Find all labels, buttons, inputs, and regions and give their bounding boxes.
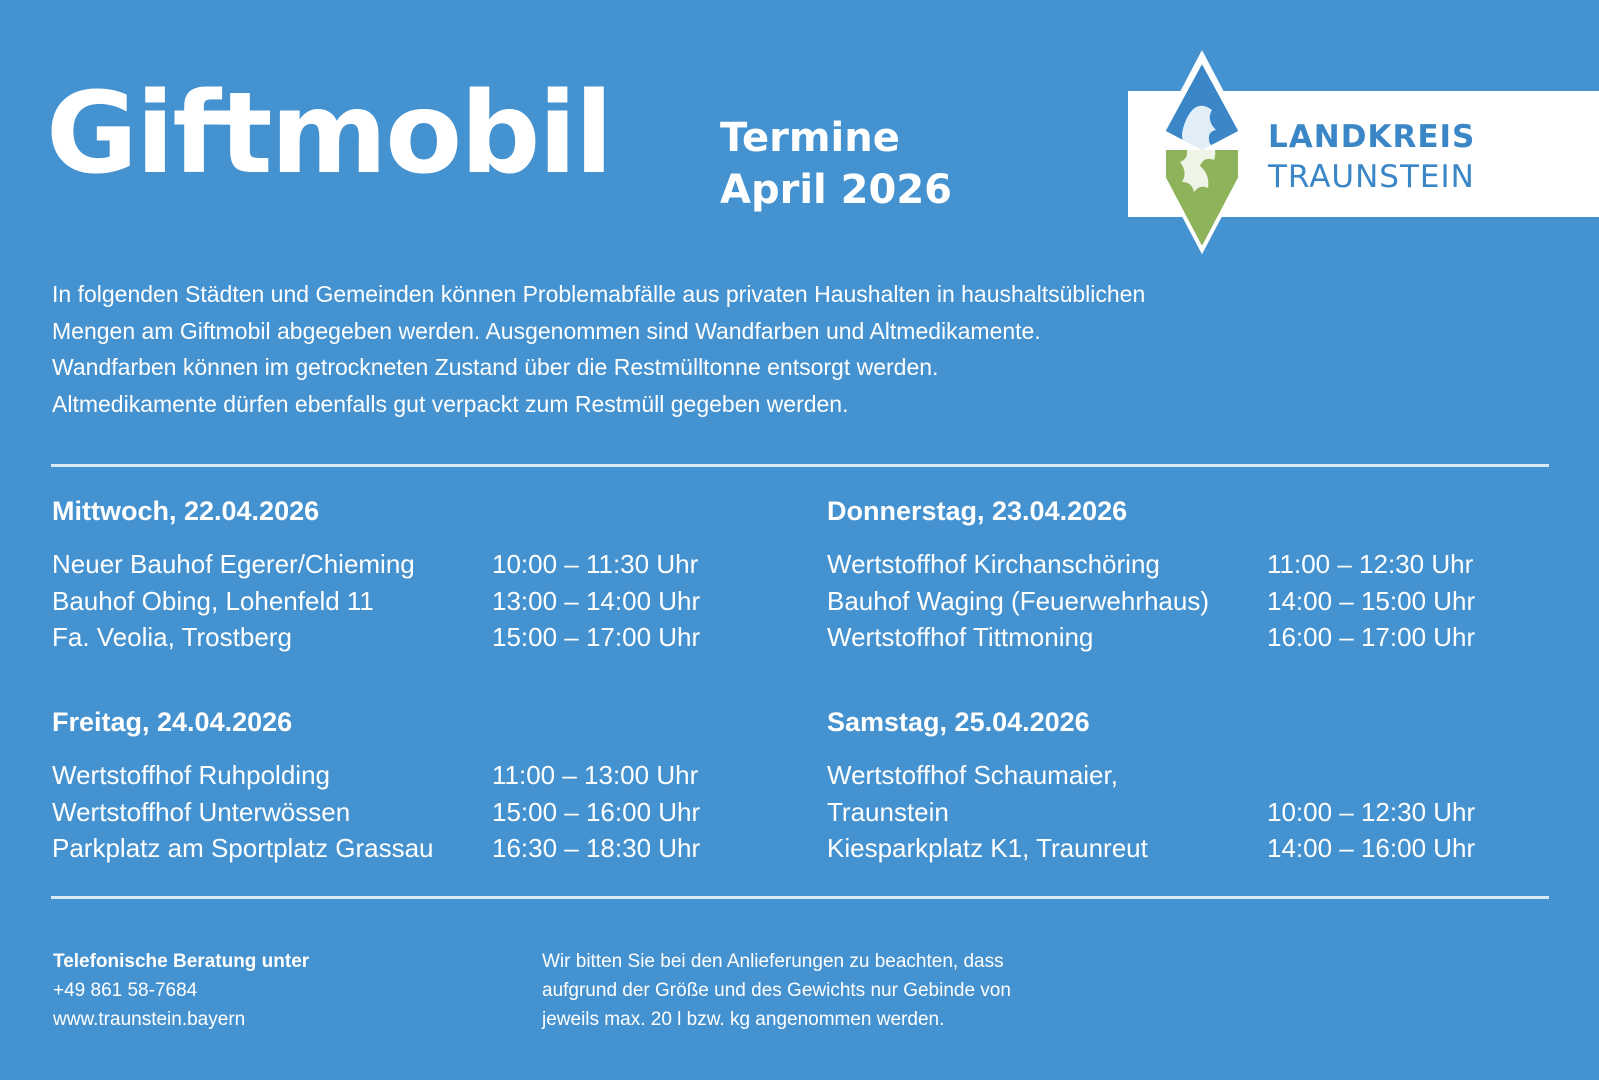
schedule-row: [827, 619, 1547, 656]
subtitle-termine: Termine: [720, 115, 900, 161]
schedule-row: [827, 583, 1547, 620]
location: Traunstein: [827, 796, 949, 827]
time: 11:00 – 12:30 Uhr: [1267, 549, 1474, 579]
contact-website: www.traunstein.bayern: [53, 1009, 246, 1030]
location: Neuer Bauhof Egerer/Chieming: [52, 549, 415, 579]
schedule-row: [827, 546, 1547, 583]
note-line: Wir bitten Sie bei den Anlieferungen zu beachten, dass: [542, 951, 1004, 972]
schedule-row: [827, 757, 1547, 794]
schedule-row: [52, 546, 772, 583]
schedule-row: [827, 794, 1547, 831]
contact-block: [53, 947, 309, 1034]
schedule-row: [52, 830, 772, 867]
page-subtitle: [720, 112, 952, 216]
day-block-saturday: [827, 705, 1547, 867]
location: Wertstoffhof Tittmoning: [827, 622, 1094, 652]
schedule-row: [52, 794, 772, 831]
day-title: Donnerstag, 23.04.2026: [827, 496, 1128, 526]
location: Bauhof Waging (Feuerwehrhaus): [827, 585, 1210, 616]
time: 15:00 – 16:00 Uhr: [492, 796, 701, 827]
day-block-friday: [52, 705, 772, 867]
location: Bauhof Obing, Lohenfeld 11: [52, 585, 374, 616]
location: Wertstoffhof Unterwössen: [52, 796, 351, 827]
time: [1267, 757, 1527, 794]
note-line: jeweils max. 20 l bzw. kg angenommen werden.: [542, 1009, 945, 1030]
time: 11:00 – 13:00 Uhr: [492, 760, 699, 790]
time: 15:00 – 17:00 Uhr: [492, 622, 701, 652]
time: 10:00 – 11:30 Uhr: [492, 549, 699, 579]
day-title: Mittwoch, 22.04.2026: [52, 496, 320, 526]
time: 16:00 – 17:00 Uhr: [1267, 622, 1476, 652]
page-title: Giftmobil: [46, 69, 612, 199]
contact-phone: +49 861 58-7684: [53, 980, 198, 1001]
intro-text: [52, 276, 1512, 422]
divider-top: [51, 464, 1549, 467]
location: Wertstoffhof Kirchanschöring: [827, 549, 1160, 579]
divider-bottom: [51, 896, 1549, 899]
schedule-row: [52, 619, 772, 656]
intro-line: In folgenden Städten und Gemeinden können Problemabfälle aus privaten Haushalten in haushaltsüblichen: [52, 281, 1146, 307]
intro-line: Altmedikamente dürfen ebenfalls gut verpackt zum Restmüll gegeben werden.: [52, 390, 849, 417]
intro-line: Mengen am Giftmobil abgegeben werden. Ausgenommen sind Wandfarben und Altmedikamente.: [52, 317, 1041, 344]
location: Wertstoffhof Ruhpolding: [52, 760, 330, 790]
logo-line-landkreis: LANDKREIS: [1268, 119, 1476, 155]
delivery-note: [542, 947, 1102, 1034]
time: 13:00 – 14:00 Uhr: [492, 585, 701, 616]
contact-label: Telefonische Beratung unter: [53, 951, 310, 972]
intro-line: Wandfarben können im getrockneten Zustand über die Restmülltonne entsorgt werden.: [52, 354, 939, 380]
schedule-row: [52, 583, 772, 620]
location: Wertstoffhof Schaumaier,: [827, 760, 1118, 790]
schedule-row: [827, 830, 1547, 867]
landkreis-emblem-icon: [1156, 50, 1248, 260]
day-block-wednesday: [52, 494, 772, 656]
day-title: Samstag, 25.04.2026: [827, 707, 1090, 737]
note-line: aufgrund der Größe und des Gewichts nur Gebinde von: [542, 980, 1011, 1001]
day-block-thursday: [827, 494, 1547, 656]
location: Parkplatz am Sportplatz Grassau: [52, 833, 434, 863]
subtitle-date: April 2026: [720, 167, 952, 213]
logo-text: [1268, 117, 1475, 197]
time: 14:00 – 16:00 Uhr: [1267, 833, 1476, 863]
logo-line-traunstein: TRAUNSTEIN: [1268, 159, 1475, 195]
location: Fa. Veolia, Trostberg: [52, 622, 292, 652]
time: 10:00 – 12:30 Uhr: [1267, 796, 1476, 827]
schedule-row: [52, 757, 772, 794]
location: Kiesparkplatz K1, Traunreut: [827, 833, 1148, 863]
day-title: Freitag, 24.04.2026: [52, 707, 293, 737]
time: 16:30 – 18:30 Uhr: [492, 833, 701, 863]
time: 14:00 – 15:00 Uhr: [1267, 585, 1476, 616]
